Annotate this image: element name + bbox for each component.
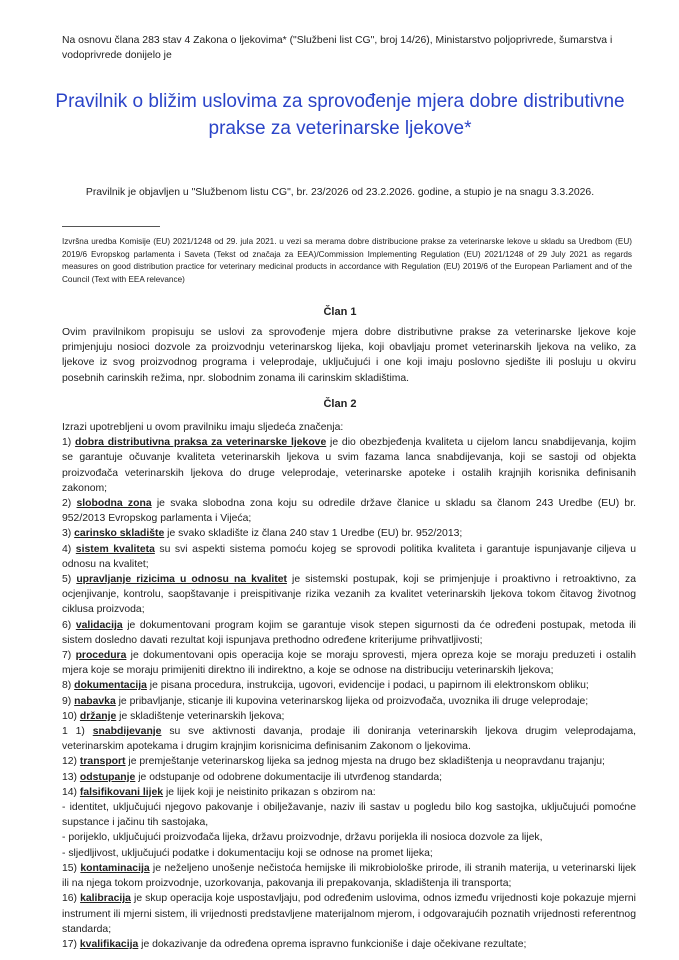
definition-term: validacija xyxy=(75,619,123,631)
definition-text: je svako skladište iz člana 240 stav 1 Uredbe (EU) br. 952/2013; xyxy=(164,528,463,540)
article-1-text: Ovim pravilnikom propisuju se uslovi za sprovođenje mjera dobre distributivne prakse za veterinarske ljekove koje primjenjuju nosioci dozvole za proizvodnju veterinarskog lijeka, koji obavljaju promet veterinarskih ljekova na veliko, za ljekove iz svog proizvodnog programa i veleprodaje, uključujući i one koji imaju poslovno sjedište ili posluju u okviru posebnih carinskih režima, npr. slobodnim zonama ili carinskim skladištima. xyxy=(62,327,636,384)
definition-text: je pribavljanje, sticanje ili kupovina veterinarskog lijeka od proizvođača, uvoznika ili druge veleprodaje; xyxy=(115,695,589,707)
definition-text: su sve aktivnosti davanja, prodaje ili doniranja veterinarskih ljekova drugim veleprodajama, veterinarskim apotekama i drugim krajnjim korisnicima definisanim Zakonom o ljekovima. xyxy=(62,726,636,753)
definition-number: 1 1) xyxy=(62,726,93,738)
definition-number: 13) xyxy=(62,771,80,783)
definition-number: 6) xyxy=(62,619,76,631)
definition-list xyxy=(62,435,636,952)
definition-term: kontaminacija xyxy=(80,862,150,874)
definition-term: kalibracija xyxy=(80,893,131,905)
definition-item xyxy=(62,861,636,891)
article-1-heading: Član 1 xyxy=(323,306,357,318)
definition-number: 10) xyxy=(62,710,80,722)
definition-item xyxy=(62,785,636,800)
definition-text: - identitet, uključujući njegovo pakovanje i obilježavanje, naziv ili sastav u pogledu bilo kog sastojka, uključujući pomoćne supstance i jačinu tih sastojaka, xyxy=(62,802,636,829)
definition-item xyxy=(62,435,636,496)
article-2-lead: Izrazi upotrebljeni u ovom pravilniku imaju sljedeća značenja: xyxy=(62,422,344,433)
definition-term: dobra distributivna praksa za veterinarske ljekove xyxy=(75,437,327,449)
definition-term: carinsko skladište xyxy=(74,528,165,540)
definition-number: 15) xyxy=(62,862,81,874)
definition-text: je dokumentovani opis operacija koje se moraju sprovesti, mjera opreza koje se moraju preduzeti i ostalih mjera koje se moraju primijeniti direktno ili indirektno, a koje se odnose na distribuciju veterinarskih ljekova; xyxy=(62,650,636,677)
definition-number: 16) xyxy=(62,893,81,905)
definition-text: je dokumentovani program kojim se garantuje visok stepen sigurnosti da će određeni postupak, metoda ili sistem dosledno davati rezultat koji ispunjava prethodno određene kriterijume prihvatljivosti; xyxy=(62,619,636,646)
definition-item xyxy=(62,800,636,830)
definition-text: je skup operacija koje uspostavljaju, pod određenim uslovima, odnos između vrijednosti koje pokazuje mjerni instrument ili mjerni sistem, ili vrijednosti predstavljene materijalnom mjerom, i odgovarajućih poznatih vrijednosti referentnog standarda; xyxy=(62,893,636,935)
document-title: Pravilnik o bližim uslovima za sprovođenje mjera dobre distributivne prakse za veterinarske ljekove* xyxy=(55,91,625,139)
preamble-text: Na osnovu člana 283 stav 4 Zakona o ljekovima* ("Službeni list CG", broj 14/26), Ministarstvo poljoprivrede, šumarstva i vodoprivrede donijelo je xyxy=(62,35,613,61)
footnote-text: Izvršna uredba Komisije (EU) 2021/1248 od 29. jula 2021. u vezi sa merama dobre distribucione prakse za veterinarske lekove u skladu sa Uredbom (EU) 2019/6 Evropskog parlamenta i Saveta (Tekst od značaja za EEA)/Commission Implementing Regulation (EU) 2021/1248 of 29 July 2021 as regards measures on good distribution practice for veterinary medicinal products in accordance with Regulation (EU) 2019/6 of the European Parliament and of the Council (Text with EEA relevance) xyxy=(62,237,632,284)
definition-item xyxy=(62,937,636,952)
definition-item xyxy=(62,891,636,937)
definition-number: 2) xyxy=(62,498,77,510)
definition-term: kvalifikacija xyxy=(79,938,139,950)
definition-text: je svaka slobodna zona koju su odredile države članice u skladu sa članom 243 Uredbe (EU) br. 952/2013 Evropskog parlamenta i Vijeća; xyxy=(62,498,636,525)
definition-text: je neželjeno unošenje nečistoća hemijske ili mikrobiološke prirode, ili stranih materija, u veterinarski lijek ili na njega tokom proizvodnje, uzorkovanja, pakovanja ili prepakovanja, skladištenja ili transporta; xyxy=(62,862,636,890)
definition-term: dokumentacija xyxy=(74,680,147,692)
publication-note: Pravilnik je objavljen u "Službenom listu CG", br. 23/2026 od 23.2.2026. godine, a stupio je na snagu 3.3.2026. xyxy=(85,187,595,198)
definition-text: je dokazivanje da određena oprema ispravno funkcioniše i daje očekivane rezultate; xyxy=(138,938,527,950)
definition-number: 8) xyxy=(62,680,75,692)
definition-item xyxy=(62,496,636,526)
definition-item xyxy=(62,572,636,618)
definition-text: je sistemski postupak, koji se primjenjuje i proaktivno i retroaktivno, za ocjenjivanje, kontrolu, saopštavanje i preispitivanje rizika vezanih za kvalitet veterinarskih ljekova tokom čitavog životnog ciklusa proizvoda; xyxy=(62,574,636,616)
definition-item xyxy=(62,846,636,861)
definition-text: je dio obezbjeđenja kvaliteta u cijelom lancu snabdijevanja, kojim se garantuje očuvanje kvaliteta veterinarskih ljekova u svim fazama lanca snabdijevanja, koji se sastoji od objekta proizvođača veterinarskih ljekova do druge veleprodaje, veterinarske apoteke i ostalih krajnjih korisnika definisanih zakonom; xyxy=(62,437,636,494)
definition-item xyxy=(62,724,636,754)
definition-term: falsifikovani lijek xyxy=(79,786,164,798)
definition-item xyxy=(62,770,636,785)
definition-item xyxy=(62,830,636,845)
definition-text: je skladištenje veterinarskih ljekova; xyxy=(116,710,285,722)
definition-number: 5) xyxy=(62,574,77,586)
definition-term: procedura xyxy=(75,650,127,662)
definition-item xyxy=(62,754,636,769)
definition-number: 17) xyxy=(62,938,80,950)
definition-term: držanje xyxy=(79,710,117,722)
definition-text: je pisana procedura, instrukcija, ugovori, evidencije i podaci, u papirnom ili elektronskom obliku; xyxy=(146,680,589,692)
definition-text: je premještanje veterinarskog lijeka sa jednog mjesta na drugo bez skladištenja u neopravdanu trajanju; xyxy=(125,756,605,768)
definition-term: odstupanje xyxy=(79,771,136,783)
definition-text: - porijeklo, uključujući proizvođača lijeka, državu proizvodnje, državu porijekla ili nosioca dozvole za lijek, xyxy=(62,832,543,844)
definition-number: 9) xyxy=(62,695,75,707)
definition-number: 1) xyxy=(62,437,76,449)
definition-number: 4) xyxy=(62,543,76,555)
definition-term: sistem kvaliteta xyxy=(75,543,155,555)
article-2-body xyxy=(62,420,636,952)
definition-item xyxy=(62,709,636,724)
definition-term: transport xyxy=(79,756,126,768)
article-2-heading: Član 2 xyxy=(323,398,357,410)
definition-text: su svi aspekti sistema pomoću kojeg se sprovodi politika kvaliteta i garantuje ispunjavanje ciljeva u odnosu na kvalitet; xyxy=(62,543,636,570)
definition-item xyxy=(62,618,636,648)
definition-item xyxy=(62,542,636,572)
definition-item xyxy=(62,526,636,541)
definition-item xyxy=(62,648,636,678)
definition-text: je odstupanje od odobrene dokumentacije ili utvrđenog standarda; xyxy=(135,771,443,783)
definition-text: je lijek koji je neistinito prikazan s obzirom na: xyxy=(163,786,376,798)
definition-number: 12) xyxy=(62,756,80,768)
definition-text: - sljedljivost, uključujući podatke i dokumentaciju koji se odnose na promet lijeka; xyxy=(62,847,433,859)
definition-term: nabavka xyxy=(74,695,116,707)
definition-item xyxy=(62,694,636,709)
definition-number: 14) xyxy=(62,786,80,798)
definition-item xyxy=(62,678,636,693)
definition-term: snabdijevanje xyxy=(92,726,162,738)
definition-term: slobodna zona xyxy=(76,498,152,510)
definition-number: 7) xyxy=(62,650,76,662)
definition-term: upravljanje rizicima u odnosu na kvalitet xyxy=(76,574,287,586)
footnote-divider xyxy=(62,226,160,227)
definition-number: 3) xyxy=(62,528,75,540)
